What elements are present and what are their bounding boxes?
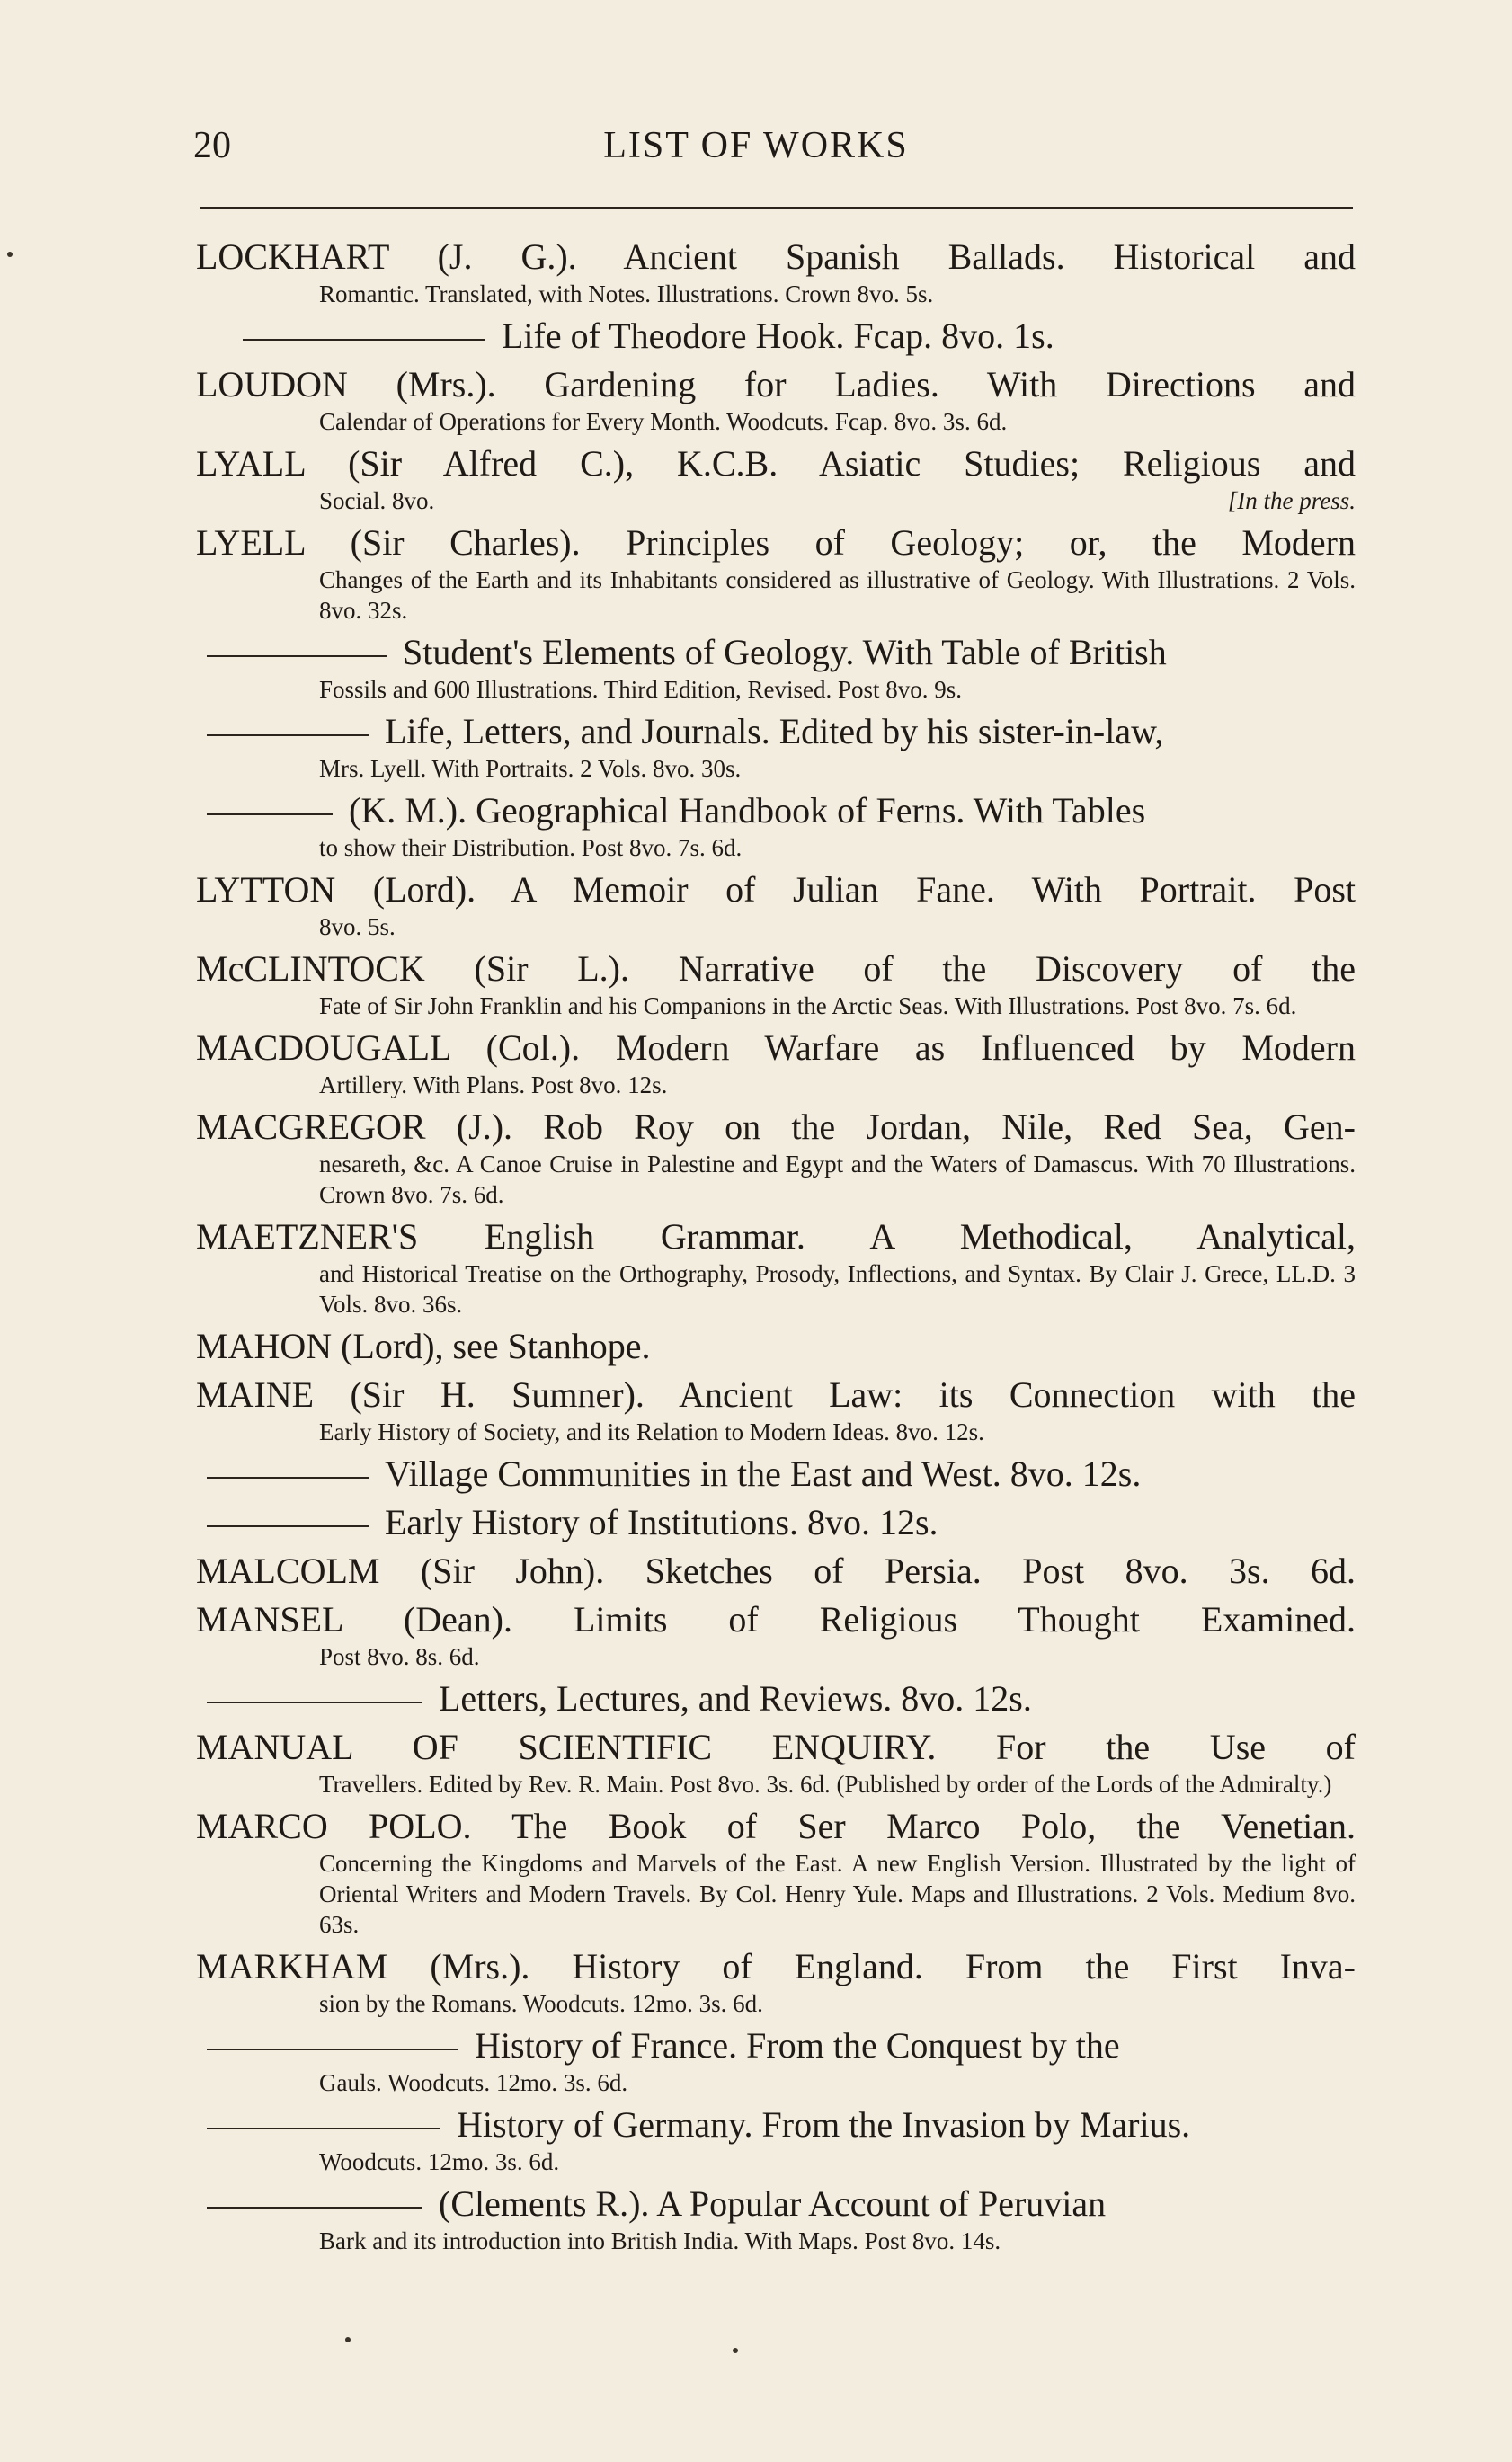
entry-author: LYTTON (Lord). — [196, 869, 476, 910]
entry-detail: Woodcuts. 12mo. 3s. 6d. — [319, 2148, 560, 2175]
entry-lockhart — [196, 236, 1356, 309]
entry-markham-france — [196, 2024, 1356, 2098]
entry-author: MANUAL OF SCIENTIFIC ENQUIRY. — [196, 1727, 937, 1767]
entry-lyell — [196, 521, 1356, 626]
margin-speck — [345, 2337, 351, 2342]
entry-detail: Travellers. Edited by Rev. R. Main. Post 8vo. 3s. 6d. (Published by order of the Lords of the Admiralty.) — [319, 1771, 1332, 1798]
entry-author: MAINE (Sir H. Sumner). — [196, 1374, 645, 1415]
margin-speck — [7, 252, 13, 257]
entry-title: Student's Elements of Geology. With Table of British — [403, 632, 1167, 672]
page-number: 20 — [193, 125, 231, 166]
entry-author: MACGREGOR (J.). — [196, 1107, 513, 1147]
entry-author: MANSEL (Dean). — [196, 1599, 512, 1640]
entry-detail: Romantic. Translated, with Notes. Illustrations. Crown 8vo. 5s. — [319, 280, 934, 307]
entry-title: Life, Letters, and Journals. Edited by his sister-in-law, — [385, 711, 1164, 751]
entry-title: Life of Theodore Hook. Fcap. 8vo. 1s. — [502, 316, 1054, 356]
entry-detail: Post 8vo. 8s. 6d. — [319, 1643, 480, 1670]
entry-author: LYALL (Sir Alfred C.), K.C.B. — [196, 443, 778, 484]
entry-malcolm — [196, 1550, 1356, 1593]
entry-title: The Book of Ser Marco Polo, the Venetian. — [511, 1806, 1356, 1846]
entry-author: MARCO POLO. — [196, 1806, 472, 1846]
ditto-rule — [207, 813, 333, 815]
entry-detail: nesareth, &c. A Canoe Cruise in Palestine and Egypt and the Waters of Damascus. With 70 Illustrations. Crown 8vo. 7s. 6d. — [319, 1151, 1356, 1208]
entry-detail: Gauls. Woodcuts. 12mo. 3s. 6d. — [319, 2069, 628, 2096]
entry-detail: Early History of Society, and its Relation to Modern Ideas. 8vo. 12s. — [319, 1418, 984, 1445]
entry-maine-institutions — [196, 1501, 1356, 1544]
entry-title: Ancient Law: its Connection with the — [679, 1374, 1356, 1415]
entry-lyell-life — [196, 710, 1356, 784]
entry-detail: and Historical Treatise on the Orthography, Prosody, Inflections, and Syntax. By Clair J. Grece, LL.D. 3 Vols. 8vo. 36s. — [319, 1260, 1356, 1318]
entry-author: MACDOUGALL (Col.). — [196, 1027, 581, 1068]
entry-author: LOUDON (Mrs.). — [196, 364, 496, 404]
entry-title: Early History of Institutions. 8vo. 12s. — [385, 1502, 938, 1542]
entry-author: MALCOLM (Sir John). — [196, 1551, 605, 1591]
entry-detail: Fate of Sir John Franklin and his Companions in the Arctic Seas. With Illustrations. Post 8vo. 7s. 6d. — [319, 992, 1297, 1019]
ditto-rule — [207, 2207, 422, 2209]
entry-author: LOCKHART (J. G.). — [196, 236, 577, 277]
ditto-rule — [207, 734, 369, 736]
entry-macdougall — [196, 1027, 1356, 1100]
ditto-rule — [207, 2128, 440, 2129]
entry-title: For the Use of — [996, 1727, 1356, 1767]
entry-maetzner — [196, 1215, 1356, 1320]
entry-detail: Bark and its introduction into British India. With Maps. Post 8vo. 14s. — [319, 2227, 1001, 2254]
ditto-rule — [207, 1702, 422, 1703]
entry-maine — [196, 1373, 1356, 1447]
entry-title: (Clements R.). A Popular Account of Peruvian — [439, 2183, 1107, 2224]
entry-title: Modern Warfare as Influenced by Modern — [615, 1027, 1356, 1068]
entry-detail: Artillery. With Plans. Post 8vo. 12s. — [319, 1071, 668, 1098]
entry-title: Sketches of Persia. Post 8vo. 3s. 6d. — [645, 1551, 1356, 1591]
entry-title: Rob Roy on the Jordan, Nile, Red Sea, Gen- — [543, 1107, 1356, 1147]
entry-macgregor — [196, 1106, 1356, 1210]
entry-detail-text: Social. 8vo. — [319, 487, 435, 514]
entry-detail: to show their Distribution. Post 8vo. 7s. 6d. — [319, 834, 743, 861]
entry-title: History of England. From the First Inva- — [572, 1946, 1356, 1986]
entry-title: Asiatic Studies; Religious and — [818, 443, 1356, 484]
entry-title: History of France. From the Conquest by the — [475, 2025, 1120, 2066]
entry-mahon — [196, 1325, 1356, 1368]
entry-detail — [196, 485, 1356, 516]
catalogue-list — [196, 236, 1356, 2262]
entry-manual — [196, 1726, 1356, 1800]
cross-reference: see Stanhope. — [452, 1326, 651, 1366]
entry-author: MAHON (Lord), — [196, 1326, 444, 1366]
entry-title: Letters, Lectures, and Reviews. 8vo. 12s. — [439, 1678, 1032, 1719]
entry-author: McCLINTOCK (Sir L.). — [196, 948, 629, 989]
entry-title: English Grammar. A Methodical, Analytical, — [484, 1216, 1356, 1257]
entry-author: LYELL (Sir Charles). — [196, 522, 581, 563]
entry-title: Gardening for Ladies. With Directions and — [544, 364, 1356, 404]
ditto-rule — [207, 2049, 458, 2050]
entry-title: Narrative of the Discovery of the — [678, 948, 1356, 989]
entry-markham — [196, 1945, 1356, 2019]
entry-detail: Mrs. Lyell. With Portraits. 2 Vols. 8vo. 30s. — [319, 755, 742, 782]
entry-title: (K. M.). Geographical Handbook of Ferns. With Tables — [349, 790, 1146, 831]
entry-title: A Memoir of Julian Fane. With Portrait. Post — [511, 869, 1356, 910]
entry-lockhart-hook — [196, 315, 1356, 358]
entry-mansel — [196, 1598, 1356, 1672]
ditto-rule — [207, 1525, 369, 1527]
entry-lyall — [196, 442, 1356, 516]
margin-speck — [733, 2348, 738, 2353]
entry-detail: sion by the Romans. Woodcuts. 12mo. 3s. 6d. — [319, 1990, 763, 2017]
entry-lytton — [196, 868, 1356, 942]
entry-author: MAETZNER'S — [196, 1216, 419, 1257]
entry-title: Village Communities in the East and West. 8vo. 12s. — [385, 1453, 1142, 1494]
running-head: LIST OF WORKS — [603, 125, 909, 166]
ditto-rule — [207, 1477, 369, 1479]
entry-title: Ancient Spanish Ballads. Historical and — [623, 236, 1356, 277]
ditto-rule — [207, 655, 387, 657]
entry-author: MARKHAM (Mrs.). — [196, 1946, 530, 1986]
ditto-rule — [243, 339, 485, 341]
entry-loudon — [196, 363, 1356, 437]
entry-title: Limits of Religious Thought Examined. — [573, 1599, 1356, 1640]
entry-marco-polo — [196, 1805, 1356, 1940]
entry-detail: Calendar of Operations for Every Month. Woodcuts. Fcap. 8vo. 3s. 6d. — [319, 408, 1008, 435]
entry-lyell-ferns — [196, 789, 1356, 863]
entry-maine-village — [196, 1453, 1356, 1496]
entry-markham-peruvian — [196, 2182, 1356, 2256]
entry-detail: 8vo. 5s. — [319, 913, 396, 940]
entry-title: History of Germany. From the Invasion by Marius. — [457, 2104, 1191, 2145]
entry-detail: Changes of the Earth and its Inhabitants considered as illustrative of Geology. With Illustrations. 2 Vols. 8vo. 32s. — [319, 566, 1356, 624]
header-rule — [200, 207, 1353, 209]
entry-detail: Concerning the Kingdoms and Marvels of the East. A new English Version. Illustrated by the light of Oriental Writers and Modern Travels. By Col. Henry Yule. Maps and Illustrations. 2 Vols. Medium 8vo. 63s. — [319, 1850, 1356, 1938]
press-note: [In the press. — [1227, 487, 1356, 514]
entry-lyell-elements — [196, 631, 1356, 705]
entry-markham-germany — [196, 2103, 1356, 2177]
entry-mansel-letters — [196, 1677, 1356, 1720]
entry-mcclintock — [196, 947, 1356, 1021]
entry-detail: Fossils and 600 Illustrations. Third Edition, Revised. Post 8vo. 9s. — [319, 676, 963, 703]
entry-title: Principles of Geology; or, the Modern — [626, 522, 1356, 563]
